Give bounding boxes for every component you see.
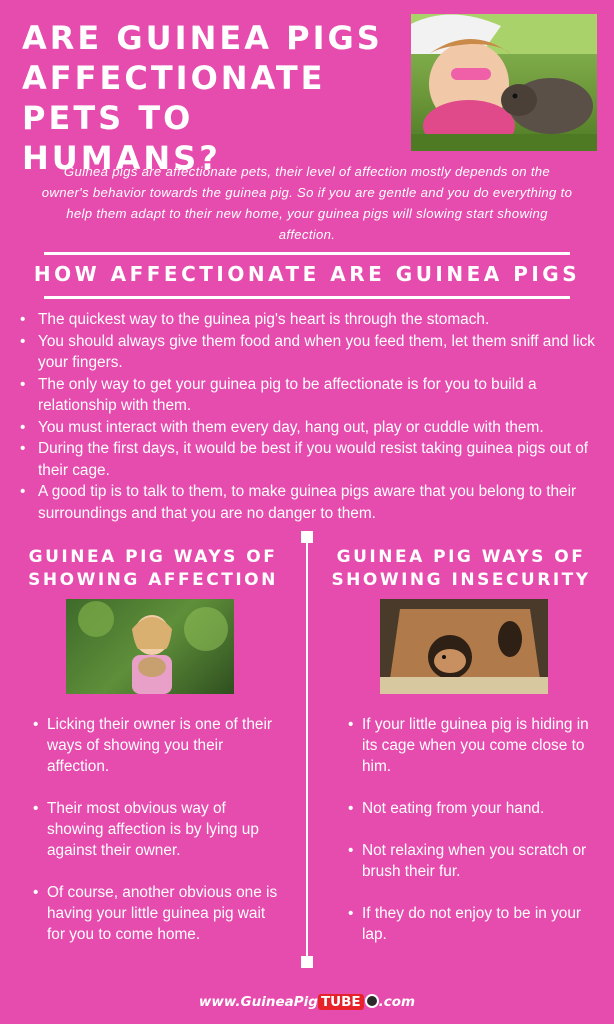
list-item: • Their most obvious way of showing affection is by lying up against their owner.	[33, 798, 279, 861]
list-item: • You should always give them food and when you feed them, let them sniff and lick your fingers.	[18, 331, 598, 374]
guinea-pig-logo-icon	[365, 994, 379, 1008]
footer-prefix: www.GuineaPig	[198, 994, 318, 1010]
list-item: • Of course, another obvious one is having your little guinea pig wait for you to come home.	[33, 882, 279, 945]
column-divider	[306, 538, 308, 960]
affection-column-title: GUINEA PIG WAYS OF SHOWING AFFECTION	[28, 547, 278, 590]
insecurity-column-title: GUINEA PIG WAYS OF SHOWING INSECURITY	[331, 547, 591, 590]
site-footer-link[interactable]	[0, 994, 614, 1010]
insecurity-signs-list	[348, 714, 594, 966]
footer-suffix: .com	[378, 994, 416, 1010]
list-item: • The quickest way to the guinea pig's heart is through the stomach.	[18, 309, 598, 331]
guinea-pig-hiding-photo	[380, 599, 548, 694]
section-rule-bottom	[44, 296, 570, 299]
list-item: • If they do not enjoy to be in your lap.	[348, 903, 594, 945]
page-title: ARE GUINEA PIGS AFFECTIONATE PETS TO HUMANS?	[22, 19, 383, 177]
section-title: HOW AFFECTIONATE ARE GUINEA PIGS	[33, 262, 581, 286]
list-item: • During the first days, it would be best if you would resist taking guinea pigs out of their cage.	[18, 438, 598, 481]
girl-holding-guinea-pig-photo	[66, 599, 234, 694]
affection-tips-list	[18, 309, 598, 524]
list-item: • You must interact with them every day, hang out, play or cuddle with them.	[18, 417, 598, 439]
list-item: • Not eating from your hand.	[348, 798, 594, 819]
divider-cap-bottom	[301, 956, 313, 968]
affection-signs-list	[33, 714, 279, 966]
footer-brand-badge: TUBE	[318, 994, 364, 1010]
section-rule-top	[44, 252, 570, 255]
girl-and-guinea-pig-photo	[411, 14, 597, 151]
list-item: • If your little guinea pig is hiding in its cage when you come close to him.	[348, 714, 594, 777]
list-item: • Not relaxing when you scratch or brush their fur.	[348, 840, 594, 882]
list-item: • The only way to get your guinea pig to be affectionate is for you to build a relationship with them.	[18, 374, 598, 417]
list-item: • A good tip is to talk to them, to make guinea pigs aware that you belong to their surroundings and that you are no danger to them.	[18, 481, 598, 524]
intro-paragraph: Guinea pigs are affectionate pets, their level of affection mostly depends on the owner's behavior towards the guinea pig. So if you are gentle and you do everything to help them adapt to their new home, your guinea pigs will slowing start showing affection.	[41, 164, 573, 242]
list-item: • Licking their owner is one of their ways of showing you their affection.	[33, 714, 279, 777]
